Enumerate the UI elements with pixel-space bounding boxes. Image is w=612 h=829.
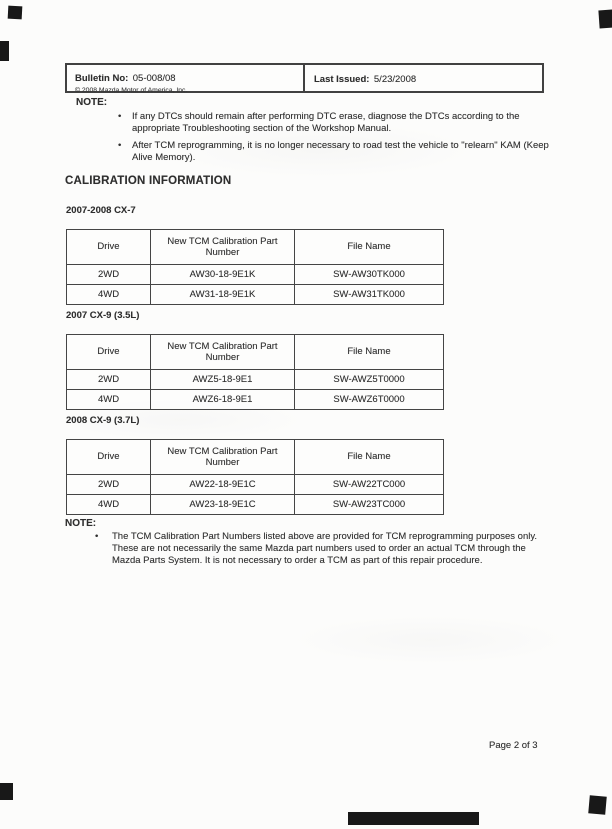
table-header-row (67, 335, 444, 370)
cell-file-name: SW-AW22TC000 (295, 475, 444, 495)
cell-part-number: AW30-18-9E1K (151, 265, 295, 285)
cell-part-number: AW23-18-9E1C (151, 495, 295, 515)
bulletin-no-value: 05-008/08 (132, 73, 176, 84)
calibration-table-cx9-37 (66, 439, 444, 515)
note-bullet-list-top (118, 111, 566, 169)
note-heading-top: NOTE: (76, 97, 108, 108)
copyright-text: © 2008 Mazda Motor of America, Inc. (75, 87, 188, 94)
table-row (67, 285, 444, 305)
note-bullet-text: After TCM reprogramming, it is no longer necessary to road test the vehicle to "relearn" KAM (Keep Alive Memory). (132, 140, 549, 163)
table-caption-cx9-37: 2008 CX-9 (3.7L) (66, 415, 140, 426)
cell-file-name: SW-AWZ5T0000 (295, 370, 444, 390)
column-header-file-name: File Name (295, 230, 444, 265)
section-title: CALIBRATION INFORMATION (65, 175, 232, 187)
table-row (67, 390, 444, 410)
cell-drive: 4WD (67, 390, 151, 410)
column-header-drive: Drive (67, 440, 151, 475)
note-bullet-item (95, 531, 547, 567)
calibration-table-cx9-35 (66, 334, 444, 410)
column-header-file-name: File Name (295, 440, 444, 475)
scan-artifact (598, 10, 612, 29)
cell-file-name: SW-AWZ6T0000 (295, 390, 444, 410)
bulletin-header-table (65, 63, 544, 93)
column-header-drive: Drive (67, 230, 151, 265)
note-bullet-list-bottom (95, 531, 547, 572)
scan-artifact (8, 6, 23, 20)
cell-part-number: AW22-18-9E1C (151, 475, 295, 495)
note-bullet-text: If any DTCs should remain after performing DTC erase, diagnose the DTCs according to the appropriate Troubleshooting section of the Workshop Manual. (132, 111, 520, 134)
scan-artifact (348, 812, 479, 825)
note-bullet-item (118, 140, 566, 164)
column-header-file-name: File Name (295, 335, 444, 370)
calibration-table-cx7 (66, 229, 444, 305)
note-bullet-item (118, 111, 566, 135)
table-row (67, 265, 444, 285)
bullet-icon (118, 140, 132, 164)
column-header-drive: Drive (67, 335, 151, 370)
bulletin-no-label: Bulletin No: (75, 73, 129, 84)
last-issued-label: Last Issued: (314, 74, 370, 85)
page-indicator: Page 2 of 3 (489, 740, 538, 751)
last-issued-cell (305, 65, 542, 91)
scan-artifact (0, 783, 13, 800)
table-header-row (67, 440, 444, 475)
cell-part-number: AWZ5-18-9E1 (151, 370, 295, 390)
cell-drive: 2WD (67, 265, 151, 285)
cell-part-number: AWZ6-18-9E1 (151, 390, 295, 410)
last-issued-value: 5/23/2008 (373, 74, 417, 85)
table-caption-cx7: 2007-2008 CX-7 (66, 205, 136, 216)
cell-drive: 4WD (67, 285, 151, 305)
column-header-part-number: New TCM Calibration Part Number (151, 335, 295, 370)
table-row (67, 370, 444, 390)
table-caption-cx9-35: 2007 CX-9 (3.5L) (66, 310, 140, 321)
cell-drive: 4WD (67, 495, 151, 515)
cell-drive: 2WD (67, 475, 151, 495)
cell-file-name: SW-AW23TC000 (295, 495, 444, 515)
cell-file-name: SW-AW31TK000 (295, 285, 444, 305)
table-row (67, 495, 444, 515)
bullet-icon (95, 531, 112, 567)
scan-artifact (0, 41, 9, 61)
note-heading-bottom: NOTE: (65, 518, 97, 529)
table-row (67, 475, 444, 495)
bullet-icon (118, 111, 132, 135)
table-header-row (67, 230, 444, 265)
bulletin-no-cell (67, 65, 305, 94)
column-header-part-number: New TCM Calibration Part Number (151, 440, 295, 475)
note-bullet-text: The TCM Calibration Part Numbers listed above are provided for TCM reprogramming purposes only. These are not necessarily the same Mazda part numbers used to order an actual TCM through the Mazda Parts System. It is not necessary to order a TCM as part of this repair procedure. (112, 531, 538, 566)
column-header-part-number: New TCM Calibration Part Number (151, 230, 295, 265)
cell-file-name: SW-AW30TK000 (295, 265, 444, 285)
cell-drive: 2WD (67, 370, 151, 390)
scan-artifact (588, 795, 607, 814)
cell-part-number: AW31-18-9E1K (151, 285, 295, 305)
